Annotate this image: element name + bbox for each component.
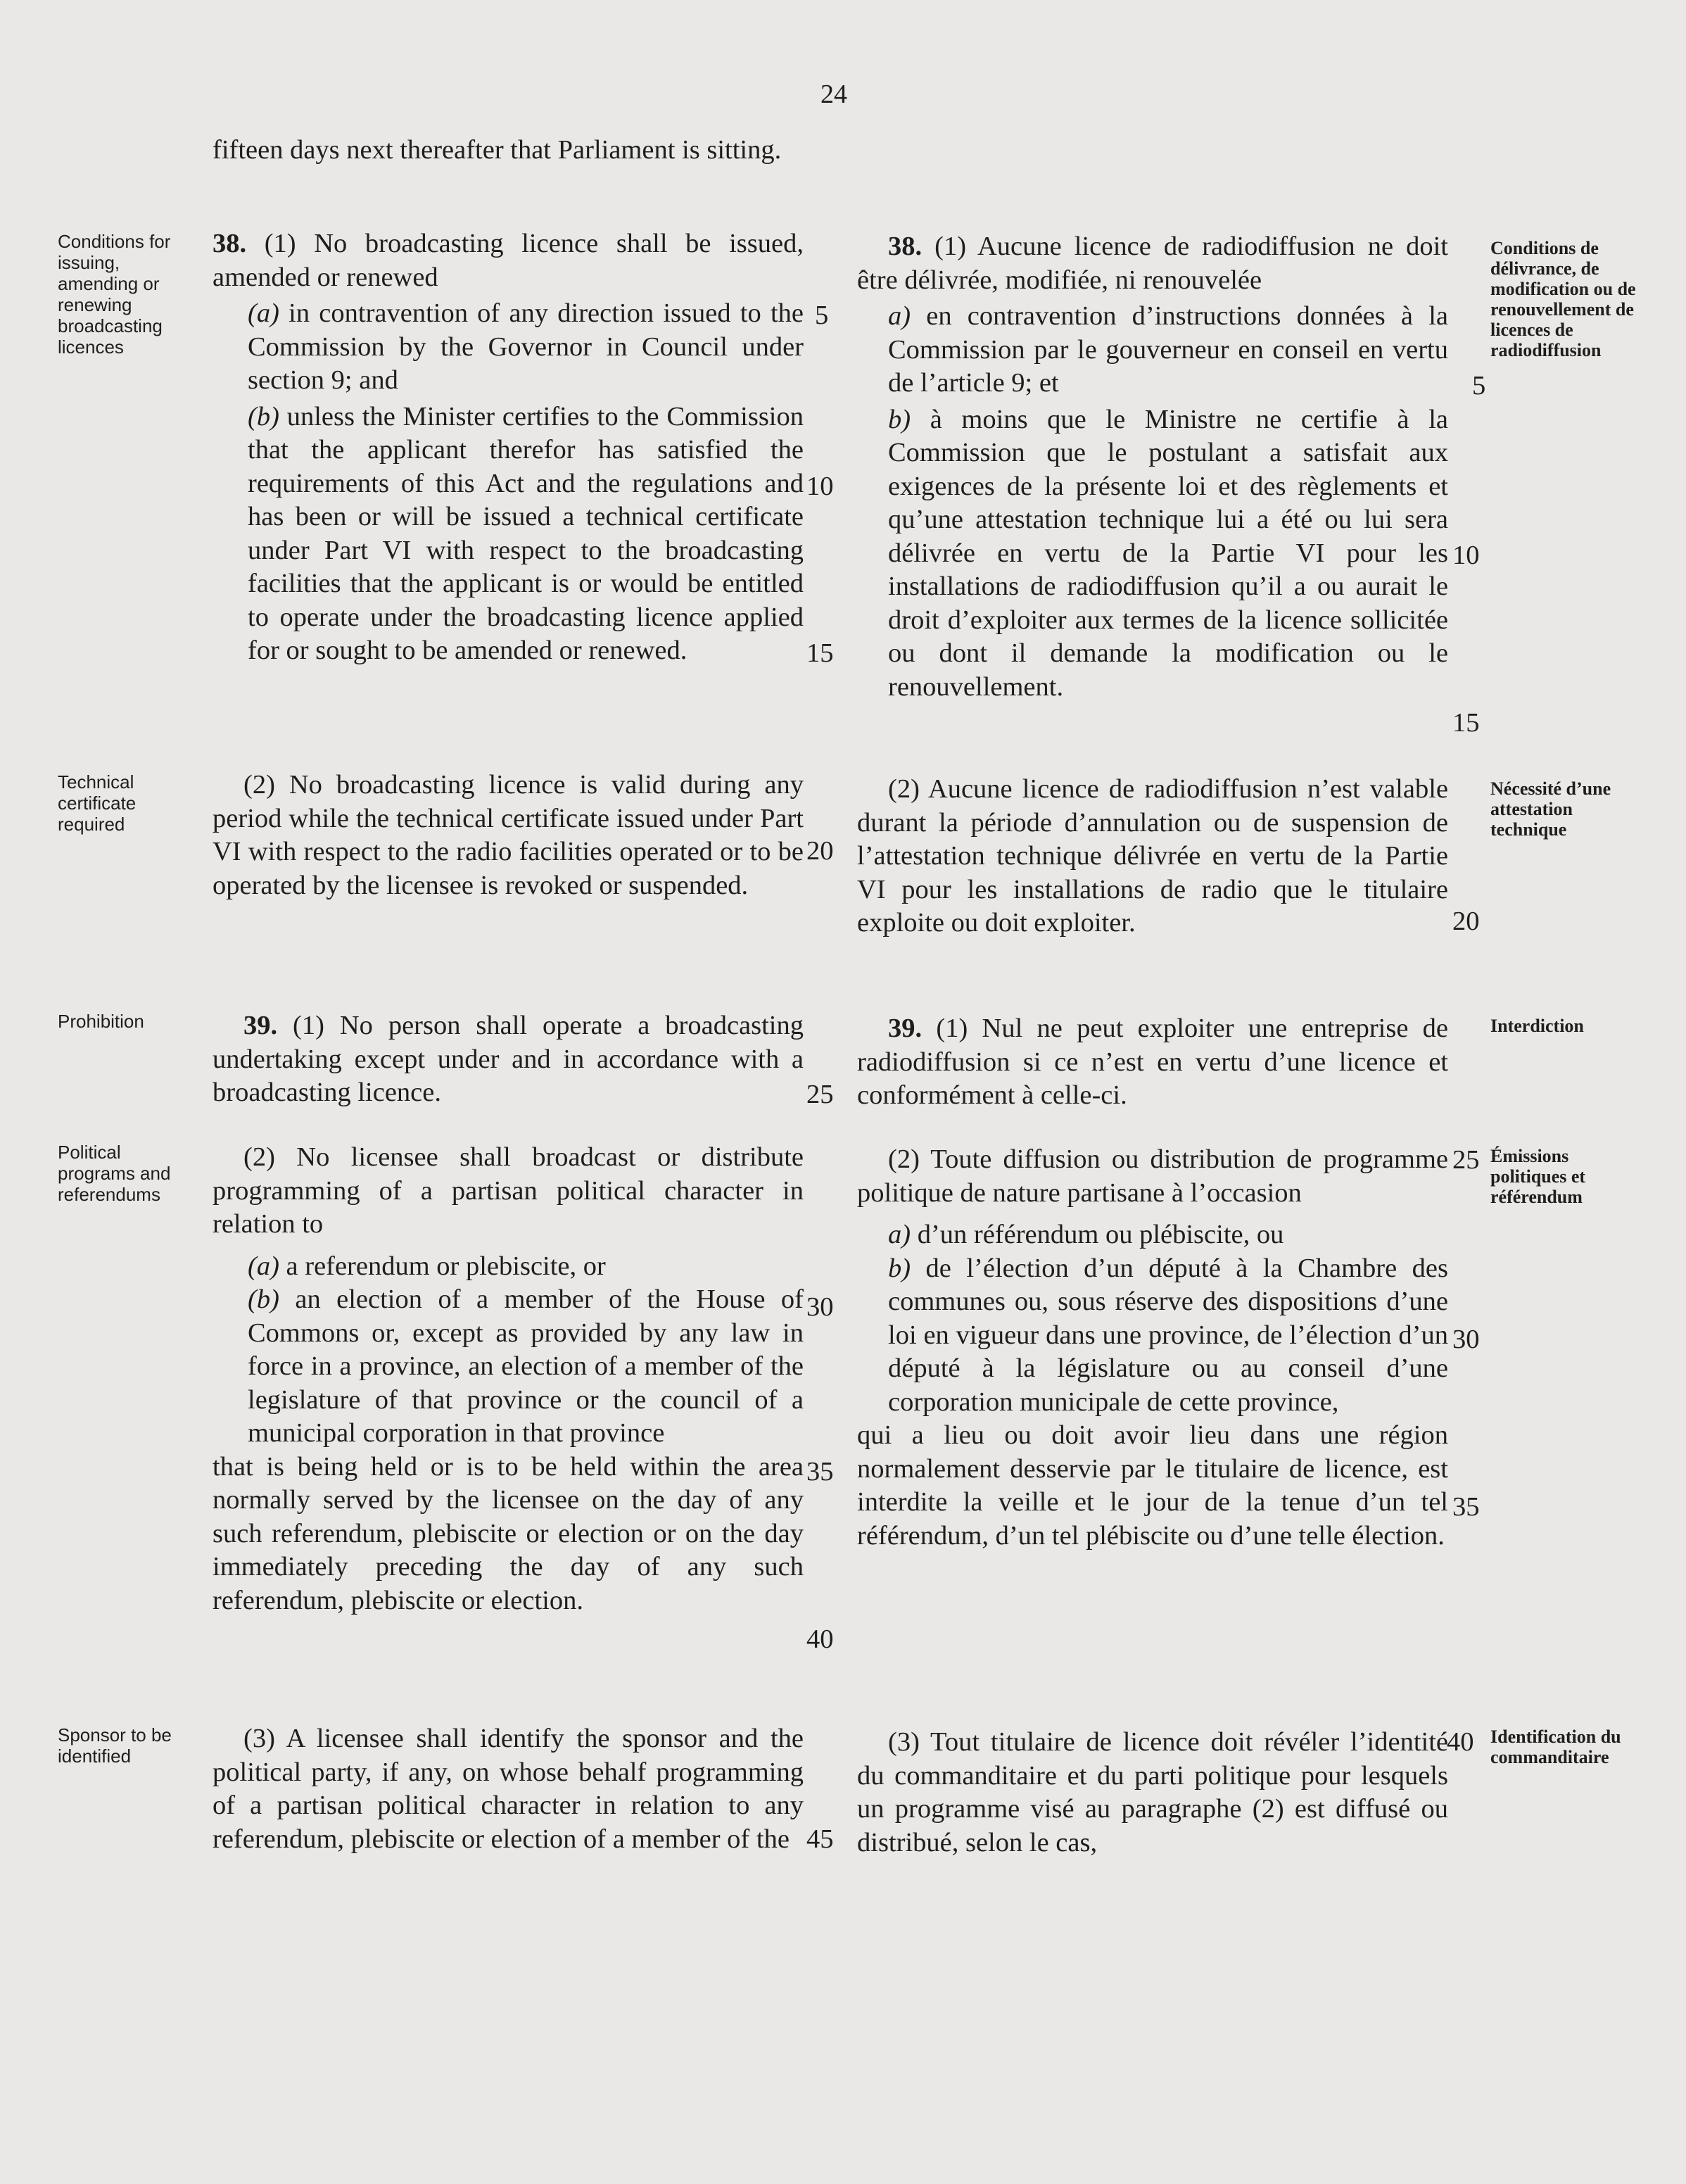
english-section-39-2: (2) No licensee shall broadcast or distribute programming of a partisan political character in relation to (a) a referendum or plebiscite, or (b) an election of a member of the House of Commons or, except as provided by any law in force in a province, an election of a member of the legislature of that province or the council of a municipal corporation in that province that is being held or is to be held within the area normally served by the licensee on the day of any such referendum, plebiscite or election or on the day immediately preceding the day of any such referendum, plebiscite or election. [213, 1141, 804, 1617]
french-section-39-1: 39. (1) Nul ne peut exploiter une entreprise de radiodiffusion si ce n’est en vertu d’une licence et conformément à celle-ci. [857, 1014, 1448, 1110]
margin-note-conditions-fr: Conditions de délivrance, de modification ou de renouvellement de licences de radiodiffusion [1490, 238, 1636, 360]
section-39-2-tail: that is being held or is to be held within the area normally served by the licensee on the day of any such referendum, plebiscite or election or on the day immediately preceding the day of any such referendum, plebiscite or election. [213, 1451, 804, 1615]
paragraph-b: b) à moins que le Ministre ne certifie à la Commission que le postulant a satisfait aux exigences de la présente loi et des règlements et qu’une attestation technique lui a été ou lui sera délivrée en vertu de la Partie VI pour les installations de radiodiffusion qu’il a ou aurait le droit d’exploiter aux termes de la licence sollicitée ou dont il demande la modification ou le renouvellement. [888, 404, 1448, 702]
line-number: 5 [815, 301, 829, 330]
line-number: 25 [806, 1080, 834, 1109]
line-number: 45 [806, 1824, 834, 1854]
line-number: 10 [806, 472, 834, 501]
section-39-2-tail: qui a lieu ou doit avoir lieu dans une région normalement desservie par le titulaire de licence, est interdite la veille et le jour de la tenue d’un tel référendum, d’un tel plébiscite ou d’une telle élection. [857, 1420, 1448, 1551]
line-number: 20 [806, 836, 834, 866]
english-section-39-1: 39. (1) No person shall operate a broadcasting undertaking except under and in accordance with a broadcasting licence. [213, 1011, 804, 1107]
section-38-1-lead: 38. (1) No broadcasting licence shall be issued, amended or renewed [213, 229, 804, 292]
line-number: 5 [1472, 371, 1486, 400]
french-section-38-1: 38. (1) Aucune licence de radiodiffusion ne doit être délivrée, modifiée, ni renouvelée a) en contravention d’instructions données à la Commission par le gouverneur en conseil en vertu de l’article 9; et b) à moins que le Ministre ne certifie à la Commission que le postulant a satisfait aux exigences de la présente loi et des règlements et qu’une attestation technique lui a été ou lui sera délivrée en vertu de la Partie VI pour les installations de radiodiffusion qu’il a ou aurait le droit d’exploiter aux termes de la licence sollicitée ou dont il demande la modification ou le renouvellement. [857, 230, 1448, 704]
french-section-39-2: (2) Toute diffusion ou distribution de programme politique de nature partisane à l’occasion a) d’un référendum ou plébiscite, ou b) de l’élection d’un député à la Chambre des communes ou, sous réserve des dispositions d’une loi en vigueur dans une province, de l’élection d’un député à la législature ou au conseil d’une corporation municipale de cette province, qui a lieu ou doit avoir lieu dans une région normalement desservie par le titulaire de licence, est interdite la veille et le jour de la tenue d’un tel référendum, d’un tel plébiscite ou d’une telle élection. [857, 1143, 1448, 1553]
line-number: 40 [806, 1624, 834, 1654]
english-section-38-2: (2) No broadcasting licence is valid during any period while the technical certificate issued under Part VI with respect to the radio facilities operated or to be operated by the licensee is revoked or suspended. [213, 770, 804, 900]
section-number: 38. [213, 229, 247, 258]
line-number: 30 [1452, 1325, 1480, 1354]
margin-note-prohibition-fr: Interdiction [1490, 1016, 1584, 1036]
english-section-39-3: (3) A licensee shall identify the sponsor and the political party, if any, on whose behalf programming of a partisan political character in relation to any referendum, plebiscite or election of a member of the [213, 1724, 804, 1854]
paragraph-a: (a) a referendum or plebiscite, or [248, 1251, 606, 1281]
margin-note-sponsor-fr: Identification du commanditaire [1490, 1727, 1621, 1767]
margin-note-technical-fr: Nécessité d’une attestation technique [1490, 778, 1611, 840]
margin-note-political-fr: Émissions politiques et référendum [1490, 1146, 1586, 1207]
margin-note-political: Political programs and referendums [58, 1142, 171, 1205]
english-continuation [213, 134, 804, 168]
paragraph-a: (a) in contravention of any direction issued to the Commission by the Governor in Council under section 9; and [248, 298, 804, 395]
line-number: 40 [1447, 1727, 1474, 1757]
page-number: 24 [820, 80, 847, 109]
paragraph-b: (b) unless the Minister certifies to the Commission that the applicant therefor has satisfied the requirements of this Act and the regulations and has been or will be issued a technical certificate under Part VI with respect to the broadcasting facilities that the applicant is or would be entitled to operate under the broadcasting licence applied for or sought to be amended or renewed. [248, 401, 804, 665]
line-number: 10 [1452, 541, 1480, 570]
english-section-38-1 [213, 227, 804, 668]
continuation-text: fifteen days next thereafter that Parliament is sitting. [213, 135, 782, 165]
paragraph-b: b) de l’élection d’un député à la Chambre des communes ou, sous réserve des dispositions d’une loi en vigueur dans une province, de l’élection d’un député à la législature ou au conseil d’une corporation municipale de cette province, [888, 1253, 1448, 1417]
line-number: 20 [1452, 907, 1480, 936]
paragraph-a: a) en contravention d’instructions données à la Commission par le gouverneur en conseil en vertu de l’article 9; et [888, 301, 1448, 398]
margin-note-prohibition: Prohibition [58, 1011, 144, 1032]
margin-note-sponsor: Sponsor to be identified [58, 1724, 172, 1767]
line-number: 30 [806, 1292, 834, 1322]
paragraph-a: a) d’un référendum ou plébiscite, ou [888, 1220, 1284, 1249]
paragraph-b: (b) an election of a member of the House of Commons or, except as provided by any law in force in a province, an election of a member of the legislature of that province or the council of a municipal corporation in that province [248, 1284, 804, 1448]
margin-note-technical: Technical certificate required [58, 771, 137, 835]
line-number: 15 [806, 638, 834, 668]
margin-note-conditions: Conditions for issuing, amending or renewing broadcasting licences [58, 231, 171, 358]
french-section-38-2: (2) Aucune licence de radiodiffusion n’est valable durant la période d’annulation ou de suspension de l’attestation technique délivrée en vertu de la Partie VI pour les installations de radio que le titulaire exploite ou doit exploiter. [857, 774, 1448, 938]
line-number: 15 [1452, 708, 1480, 738]
french-section-39-3: (3) Tout titulaire de licence doit révéler l’identité du commanditaire et du parti politique pour lesquels un programme visé au paragraphe (2) est diffusé ou distribué, selon le cas, [857, 1727, 1448, 1857]
line-number: 35 [1452, 1492, 1480, 1522]
line-number: 35 [806, 1457, 834, 1486]
line-number: 25 [1452, 1145, 1480, 1175]
